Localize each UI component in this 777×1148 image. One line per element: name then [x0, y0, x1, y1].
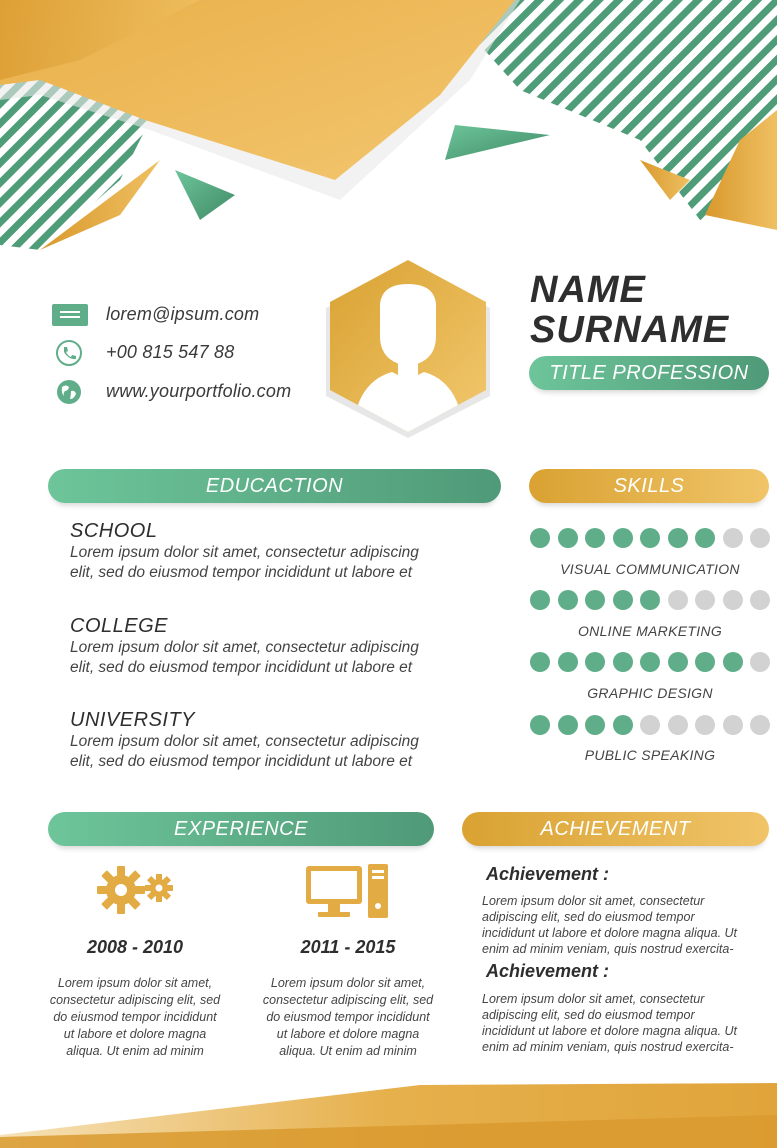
- skill-dot-empty: [723, 528, 743, 548]
- education-item: [70, 709, 450, 772]
- skill-dot-filled: [613, 715, 633, 735]
- skill-dot-empty: [750, 528, 770, 548]
- education-desc-line: elit, sed do eiusmod tempor incididunt ut labore et: [70, 753, 413, 770]
- bottom-decoration: [0, 1075, 777, 1148]
- skill-dot-filled: [558, 715, 578, 735]
- skill-dot-filled: [530, 652, 550, 672]
- last-name: SURNAME: [530, 309, 730, 351]
- achievement-desc: [482, 893, 762, 957]
- skill-dot-empty: [668, 715, 688, 735]
- education-desc-line: Lorem ipsum dolor sit amet, consectetur adipiscing: [70, 639, 419, 656]
- experience-desc-line: do eiusmod tempor incididunt: [53, 1010, 217, 1024]
- education-item: [70, 520, 450, 583]
- experience-desc: [35, 975, 235, 1060]
- experience-years: 2008 - 2010: [86, 937, 184, 957]
- education-desc-line: Lorem ipsum dolor sit amet, consectetur adipiscing: [70, 733, 419, 750]
- skill-dot-empty: [723, 715, 743, 735]
- skill-dot-empty: [750, 590, 770, 610]
- skill-dot-empty: [723, 590, 743, 610]
- experience-desc-line: ut labore et dolore magna: [63, 1027, 207, 1041]
- skill-dot-filled: [695, 528, 715, 548]
- avatar: [322, 254, 494, 438]
- skill-dot-filled: [613, 652, 633, 672]
- phone-icon: [56, 340, 82, 366]
- achievement-desc-line: incididunt ut labore et dolore magna aliqua. Ut: [482, 1024, 738, 1038]
- education-title: COLLEGE: [70, 615, 168, 637]
- skill-dot-filled: [585, 590, 605, 610]
- education-heading: EDUCACTION: [48, 469, 501, 503]
- achievement-desc-line: Lorem ipsum dolor sit amet, consectetur: [482, 894, 705, 908]
- skill-dot-filled: [640, 528, 660, 548]
- experience-desc: [248, 975, 448, 1060]
- skill-dot-filled: [613, 590, 633, 610]
- skill-dot-empty: [695, 715, 715, 735]
- skill-dot-empty: [668, 590, 688, 610]
- skill-label: GRAPHIC DESIGN: [587, 685, 713, 701]
- experience-desc-line: consectetur adipiscing elit, sed: [49, 993, 221, 1007]
- experience-desc-line: consectetur adipiscing elit, sed: [262, 993, 434, 1007]
- title-profession: TITLE PROFESSION: [529, 356, 769, 390]
- achievement-desc-line: enim ad minim veniam, quis nostrud exercita-: [482, 942, 734, 956]
- education-desc-line: Lorem ipsum dolor sit amet, consectetur adipiscing: [70, 544, 419, 561]
- skill-dot-filled: [558, 528, 578, 548]
- phone-text[interactable]: +00 815 547 88: [106, 342, 235, 362]
- skill-dot-filled: [613, 528, 633, 548]
- achievement-heading: ACHIEVEMENT: [462, 812, 769, 846]
- skill-dot-filled: [558, 652, 578, 672]
- education-desc-line: elit, sed do eiusmod tempor incididunt ut labore et: [70, 659, 413, 676]
- achievement-title: Achievement :: [486, 864, 610, 884]
- achievement-title: Achievement :: [486, 961, 610, 981]
- achievement-desc-line: adipiscing elit, sed do eiusmod tempor: [482, 910, 695, 924]
- achievement-desc-line: Lorem ipsum dolor sit amet, consectetur: [482, 992, 705, 1006]
- skill-label: ONLINE MARKETING: [577, 623, 723, 639]
- experience-years: 2011 - 2015: [300, 937, 396, 957]
- computer-icon: [306, 862, 390, 920]
- skill-dot-filled: [640, 590, 660, 610]
- experience-desc-line: Lorem ipsum dolor sit amet,: [57, 976, 213, 990]
- experience-heading: EXPERIENCE: [48, 812, 434, 846]
- skill-dot-filled: [668, 652, 688, 672]
- skill-dot-empty: [750, 715, 770, 735]
- skill-dot-filled: [530, 528, 550, 548]
- education-desc-line: elit, sed do eiusmod tempor incididunt ut labore et: [70, 564, 413, 581]
- skill-rating: [530, 652, 770, 672]
- skill-dot-filled: [585, 715, 605, 735]
- skill-label: VISUAL COMMUNICATION: [560, 561, 740, 577]
- achievement-desc-line: incididunt ut labore et dolore magna aliqua. Ut: [482, 926, 738, 940]
- skill-dot-filled: [530, 590, 550, 610]
- skill-rating: [530, 528, 770, 548]
- skill-dot-filled: [585, 528, 605, 548]
- experience-desc-line: ut labore et dolore magna: [276, 1027, 420, 1041]
- top-decoration: [0, 0, 777, 260]
- skills-heading: SKILLS: [529, 469, 769, 503]
- skill-dot-empty: [750, 652, 770, 672]
- achievement-desc-line: adipiscing elit, sed do eiusmod tempor: [482, 1008, 695, 1022]
- globe-icon: [56, 379, 82, 405]
- skill-dot-filled: [558, 590, 578, 610]
- experience-desc-line: aliqua. Ut enim ad minim: [279, 1044, 417, 1058]
- skill-dot-filled: [723, 652, 743, 672]
- skill-dot-filled: [668, 528, 688, 548]
- skill-dot-filled: [695, 652, 715, 672]
- email-icon: [52, 304, 88, 328]
- achievement-desc: [482, 991, 762, 1055]
- website-text[interactable]: www.yourportfolio.com: [106, 381, 292, 401]
- skill-rating: [530, 715, 770, 735]
- email-text[interactable]: lorem@ipsum.com: [106, 304, 260, 324]
- experience-desc-line: do eiusmod tempor incididunt: [266, 1010, 430, 1024]
- experience-desc-line: aliqua. Ut enim ad minim: [66, 1044, 204, 1058]
- first-name: NAME: [530, 269, 646, 311]
- skill-dot-empty: [640, 715, 660, 735]
- skill-dot-filled: [585, 652, 605, 672]
- education-title: UNIVERSITY: [70, 709, 196, 731]
- achievement-desc-line: enim ad minim veniam, quis nostrud exercita-: [482, 1040, 734, 1054]
- skill-label: PUBLIC SPEAKING: [584, 747, 716, 763]
- experience-desc-line: Lorem ipsum dolor sit amet,: [270, 976, 426, 990]
- skill-dot-filled: [530, 715, 550, 735]
- gears-icon: [95, 864, 177, 916]
- education-item: [70, 615, 450, 678]
- skill-dot-filled: [640, 652, 660, 672]
- skill-dot-empty: [695, 590, 715, 610]
- contact-block: [50, 298, 330, 418]
- education-title: SCHOOL: [70, 520, 158, 542]
- skill-rating: [530, 590, 770, 610]
